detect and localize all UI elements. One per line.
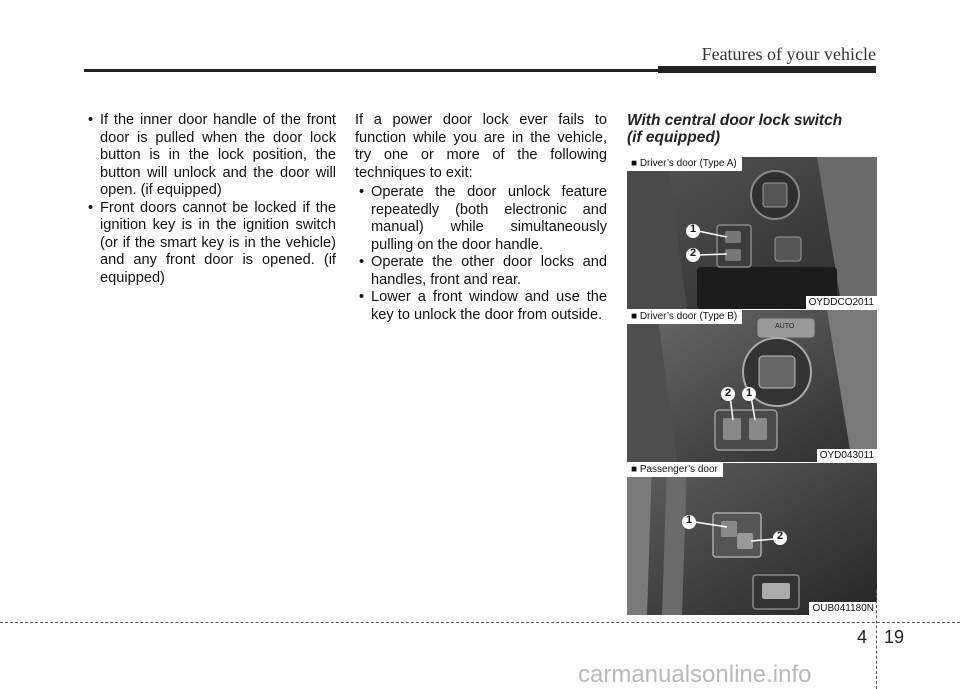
photo-caption: ■ Passenger’s door (627, 463, 723, 477)
photo-caption: ■ Driver’s door (Type B) (627, 310, 742, 324)
photo-code: OYD043011 (817, 449, 877, 462)
watermark: carmanualsonline.info (578, 661, 812, 688)
callout-number: 2 (724, 387, 732, 399)
header-rule-accent (658, 66, 876, 73)
left-column (84, 112, 336, 287)
section-heading (627, 112, 877, 146)
footer-divider (876, 590, 877, 689)
photo-code: OUB041180N (809, 602, 877, 615)
door-panel-illustration (627, 463, 877, 615)
header-title: Features of your vehicle (701, 44, 876, 64)
callout-number: 1 (745, 387, 753, 399)
section-heading-line2: (if equipped) (627, 129, 720, 146)
callout-number: 1 (689, 223, 697, 235)
chapter-number: 4 (857, 627, 868, 647)
footer-rule (0, 622, 960, 623)
photo-drivers-door-type-b (627, 310, 877, 462)
middle-bullet-list (355, 184, 607, 324)
callout-number: 2 (776, 530, 784, 542)
photo-passengers-door (627, 463, 877, 615)
door-panel-illustration (627, 310, 877, 462)
section-heading-line1: With central door lock switch (627, 112, 843, 129)
door-panel-illustration (627, 157, 877, 309)
intro-paragraph: If a power door lock ever fails to function while you are in the vehicle, try one or more of the following techniques to exit: (355, 112, 607, 181)
photo-drivers-door-type-a (627, 157, 877, 309)
page-number: 19 (884, 627, 905, 647)
photo-caption: ■ Driver’s door (Type A) (627, 157, 742, 171)
bullet-item: • Operate the other door locks and handles, front and rear. (355, 254, 607, 289)
bullet-item: • If the inner door handle of the front door is pulled when the door lock button is in the lock position, the button will unlock and the door will open. (if equipped) (84, 112, 336, 200)
bullet-item: • Operate the door unlock feature repeatedly (both electronic and manual) while simultaneously pulling on the door handle. (355, 184, 607, 254)
left-bullet-list (84, 112, 336, 287)
callout-number: 2 (689, 247, 697, 259)
bullet-item: • Lower a front window and use the key to unlock the door from outside. (355, 289, 607, 324)
callout-number: 1 (685, 514, 693, 526)
switch-text: AUTO (775, 323, 795, 330)
middle-column (355, 112, 607, 324)
photo-code: OYDDCO2011 (806, 296, 877, 309)
bullet-item: • Front doors cannot be locked if the ignition key is in the ignition switch (or if the smart key is in the vehicle) and any front door is opened. (if equipped) (84, 200, 336, 288)
